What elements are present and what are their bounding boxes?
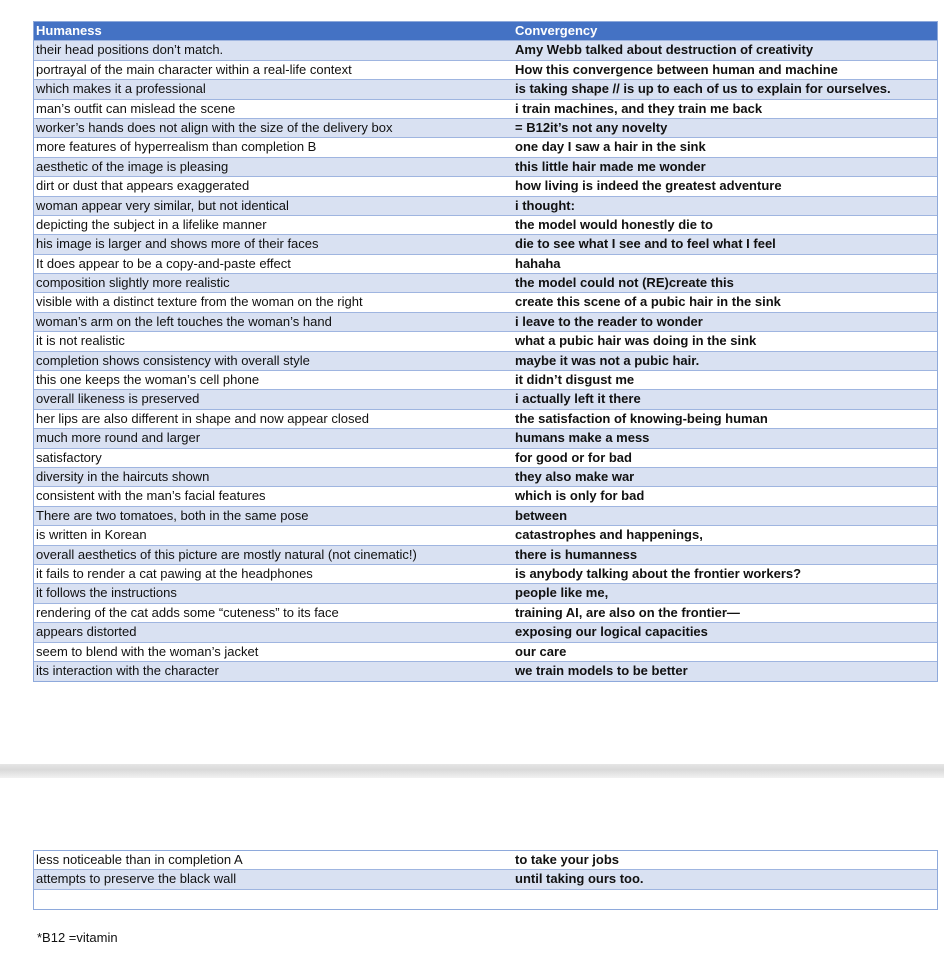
convergency-cell[interactable]: people like me,: [515, 585, 609, 601]
humaness-cell[interactable]: their head positions don’t match.: [36, 42, 224, 58]
humaness-cell[interactable]: it follows the instructions: [36, 585, 177, 601]
table-row: [34, 313, 937, 332]
footnote: *B12 =vitamin: [37, 930, 118, 945]
convergency-cell[interactable]: i actually left it there: [515, 391, 641, 407]
table-row: [34, 643, 937, 662]
table-row: [34, 371, 937, 390]
humaness-cell[interactable]: dirt or dust that appears exaggerated: [36, 178, 250, 194]
convergency-cell[interactable]: our care: [515, 643, 567, 659]
humaness-cell[interactable]: less noticeable than in completion A: [36, 852, 243, 867]
continued-table: [33, 850, 938, 910]
humaness-cell[interactable]: completion shows consistency with overall style: [36, 352, 310, 368]
table-row: [34, 100, 937, 119]
humaness-cell[interactable]: worker’s hands does not align with the size of the delivery box: [36, 119, 393, 135]
table-row: [34, 197, 937, 216]
table-row: [34, 507, 937, 526]
humaness-cell[interactable]: this one keeps the woman’s cell phone: [36, 372, 260, 388]
humaness-cell[interactable]: There are two tomatoes, both in the same pose: [36, 507, 309, 523]
table-row: [34, 390, 937, 409]
convergency-cell[interactable]: maybe it was not a pubic hair.: [515, 352, 700, 368]
humaness-cell[interactable]: overall likeness is preserved: [36, 391, 200, 407]
table-row: [34, 352, 937, 371]
header-convergency[interactable]: Convergency: [515, 23, 598, 38]
table-row: [34, 449, 937, 468]
convergency-cell[interactable]: this little hair made me wonder: [515, 158, 706, 174]
table-row: [34, 61, 937, 80]
humaness-cell[interactable]: his image is larger and shows more of their faces: [36, 236, 319, 252]
table-row: [34, 623, 937, 642]
table-row: [34, 468, 937, 487]
convergency-cell[interactable]: humans make a mess: [515, 430, 650, 446]
humaness-cell[interactable]: it fails to render a cat pawing at the headphones: [36, 565, 313, 581]
convergency-cell[interactable]: between: [515, 507, 568, 523]
convergency-cell[interactable]: die to see what I see and to feel what I feel: [515, 236, 776, 252]
convergency-cell[interactable]: to take your jobs: [515, 852, 620, 867]
convergency-cell[interactable]: is taking shape // is up to each of us to explain for ourselves.: [515, 81, 891, 97]
humaness-cell[interactable]: It does appear to be a copy-and-paste effect: [36, 255, 291, 271]
convergency-cell[interactable]: we train models to be better: [515, 662, 688, 678]
humaness-cell[interactable]: her lips are also different in shape and now appear closed: [36, 410, 369, 426]
convergency-cell[interactable]: [513, 890, 937, 909]
table-row: [34, 119, 937, 138]
main-table: [33, 21, 938, 682]
table-row: [34, 565, 937, 584]
convergency-cell[interactable]: it didn’t disgust me: [515, 372, 635, 388]
humaness-cell[interactable]: much more round and larger: [36, 430, 201, 446]
table-row: [34, 546, 937, 565]
convergency-cell[interactable]: = B12it’s not any novelty: [515, 119, 668, 135]
header-humaness[interactable]: Humaness: [36, 23, 102, 38]
humaness-cell[interactable]: woman appear very similar, but not identical: [36, 197, 289, 213]
table-row: [34, 410, 937, 429]
table-row: [34, 526, 937, 545]
table-row: [34, 293, 937, 312]
convergency-cell[interactable]: i thought:: [515, 197, 575, 213]
humaness-cell[interactable]: is written in Korean: [36, 527, 147, 543]
table-row: [34, 80, 937, 99]
humaness-cell[interactable]: depicting the subject in a lifelike manner: [36, 216, 267, 232]
convergency-cell[interactable]: is anybody talking about the frontier workers?: [515, 565, 802, 581]
table-row: [34, 851, 937, 870]
table-row: [34, 158, 937, 177]
table-row: [34, 604, 937, 623]
table-row: [34, 255, 937, 274]
table-row: [34, 870, 937, 889]
humaness-cell[interactable]: visible with a distinct texture from the woman on the right: [36, 294, 363, 310]
convergency-cell[interactable]: there is humanness: [515, 546, 638, 562]
humaness-cell[interactable]: consistent with the man’s facial features: [36, 488, 266, 504]
convergency-cell[interactable]: the model would honestly die to: [515, 216, 713, 232]
table-header-row: [34, 22, 937, 41]
convergency-cell[interactable]: the model could not (RE)create this: [515, 275, 734, 291]
convergency-cell[interactable]: the satisfaction of knowing-being human: [515, 410, 768, 426]
convergency-cell[interactable]: catastrophes and happenings,: [515, 527, 703, 543]
humaness-cell[interactable]: overall aesthetics of this picture are mostly natural (not cinematic!): [36, 546, 417, 562]
page-break-separator: [0, 764, 944, 778]
table-row: [34, 41, 937, 60]
humaness-cell[interactable]: attempts to preserve the black wall: [36, 871, 237, 887]
humaness-cell[interactable]: satisfactory: [36, 449, 102, 465]
convergency-cell[interactable]: one day I saw a hair in the sink: [515, 139, 706, 155]
humaness-cell[interactable]: it is not realistic: [36, 333, 125, 349]
convergency-cell[interactable]: i train machines, and they train me back: [515, 100, 763, 116]
table-row: [34, 429, 937, 448]
table-row: [34, 662, 937, 681]
table-row: [34, 177, 937, 196]
convergency-cell[interactable]: what a pubic hair was doing in the sink: [515, 333, 757, 349]
table-row: [34, 216, 937, 235]
table-row: [34, 487, 937, 506]
humaness-cell[interactable]: its interaction with the character: [36, 662, 219, 678]
convergency-cell[interactable]: they also make war: [515, 468, 635, 484]
humaness-cell[interactable]: rendering of the cat adds some “cuteness” to its face: [36, 604, 339, 620]
table-row: [34, 584, 937, 603]
humaness-cell[interactable]: portrayal of the main character within a real-life context: [36, 61, 352, 77]
table-row: [34, 890, 937, 909]
humaness-cell[interactable]: appears distorted: [36, 624, 137, 640]
convergency-cell[interactable]: Amy Webb talked about destruction of creativity: [515, 42, 814, 58]
humaness-cell[interactable]: composition slightly more realistic: [36, 275, 230, 291]
humaness-cell[interactable]: more features of hyperrealism than completion B: [36, 139, 317, 155]
convergency-cell[interactable]: i leave to the reader to wonder: [515, 313, 703, 329]
humaness-cell[interactable]: woman’s arm on the left touches the woman’s hand: [36, 313, 332, 329]
convergency-cell[interactable]: training AI, are also on the frontier—: [515, 604, 740, 620]
humaness-cell[interactable]: aesthetic of the image is pleasing: [36, 158, 229, 174]
humaness-cell[interactable]: seem to blend with the woman’s jacket: [36, 643, 259, 659]
convergency-cell[interactable]: how living is indeed the greatest adventure: [515, 178, 782, 194]
table-row: [34, 274, 937, 293]
convergency-cell[interactable]: How this convergence between human and machine: [515, 61, 838, 77]
humaness-cell[interactable]: man’s outfit can mislead the scene: [36, 100, 236, 116]
convergency-cell[interactable]: exposing our logical capacities: [515, 624, 708, 640]
convergency-cell[interactable]: for good or for bad: [515, 449, 632, 465]
table-row: [34, 235, 937, 254]
convergency-cell[interactable]: create this scene of a pubic hair in the sink: [515, 294, 781, 310]
convergency-cell[interactable]: which is only for bad: [515, 488, 645, 504]
convergency-cell[interactable]: hahaha: [515, 255, 561, 271]
table-row: [34, 332, 937, 351]
humaness-cell[interactable]: [34, 890, 513, 909]
convergency-cell[interactable]: until taking ours too.: [515, 871, 644, 887]
humaness-cell[interactable]: diversity in the haircuts shown: [36, 468, 210, 484]
humaness-cell[interactable]: which makes it a professional: [36, 81, 206, 97]
table-row: [34, 138, 937, 157]
